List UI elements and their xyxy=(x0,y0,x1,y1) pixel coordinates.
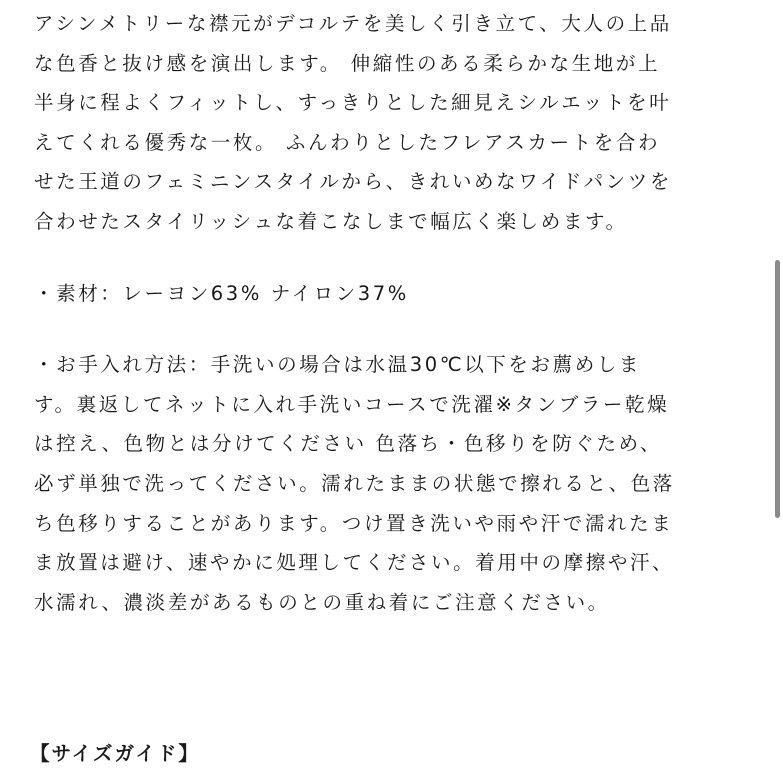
material-info xyxy=(34,274,746,314)
description-line: 半身に程よくフィットし、すっきりとした細見えシルエットを叶 xyxy=(34,91,672,115)
description-line: アシンメトリーな襟元がデコルテを美しく引き立て、大人の上品 xyxy=(34,12,672,35)
size-guide-heading: 【サイズガイド】 xyxy=(30,742,200,766)
spacer xyxy=(34,622,746,734)
material-line: ・素材：レーヨン63% ナイロン37% xyxy=(34,281,409,305)
care-line: ま放置は避け、速やかに処理してください。着用中の摩擦や汗、 xyxy=(34,551,675,575)
description-line: な色香と抜け感を演出します。 伸縮性のある柔らかな生地が上 xyxy=(34,51,661,75)
care-line: す。裏返してネットに入れ手洗いコースで洗濯※タンブラー乾燥 xyxy=(34,392,670,416)
care-instructions xyxy=(34,345,746,622)
description-line: せた王道のフェミニンスタイルから、きれいめなワイドパンツを xyxy=(34,170,672,194)
description-paragraph xyxy=(34,4,746,242)
description-line: 合わせたスタイリッシュな着こなしまで幅広く楽しめます。 xyxy=(34,209,628,233)
spacer xyxy=(34,313,746,345)
care-line: ち色移りすることがあります。つけ置き洗いや雨や汗で濡れたま xyxy=(34,511,674,535)
care-line: 必ず単独で洗ってください。濡れたままの状態で擦れると、色落 xyxy=(34,471,675,495)
size-guide-section xyxy=(30,734,746,774)
care-line: は控え、色物とは分けてください 色落ち・色移りを防ぐため、 xyxy=(34,432,662,456)
care-line: ・お手入れ方法：手洗いの場合は水温30℃以下をお薦めしま xyxy=(34,353,642,377)
care-line: 水濡れ、濃淡差があるものとの重ね着にご注意ください。 xyxy=(34,590,610,614)
scrollbar-thumb[interactable] xyxy=(775,260,780,518)
scrollbar-track[interactable] xyxy=(773,0,783,783)
spacer xyxy=(34,242,746,274)
product-description-content xyxy=(30,4,746,774)
next-content-cutoff xyxy=(34,770,746,783)
description-line: えてくれる優秀な一枚。 ふんわりとしたフレアスカートを合わ xyxy=(34,130,661,154)
